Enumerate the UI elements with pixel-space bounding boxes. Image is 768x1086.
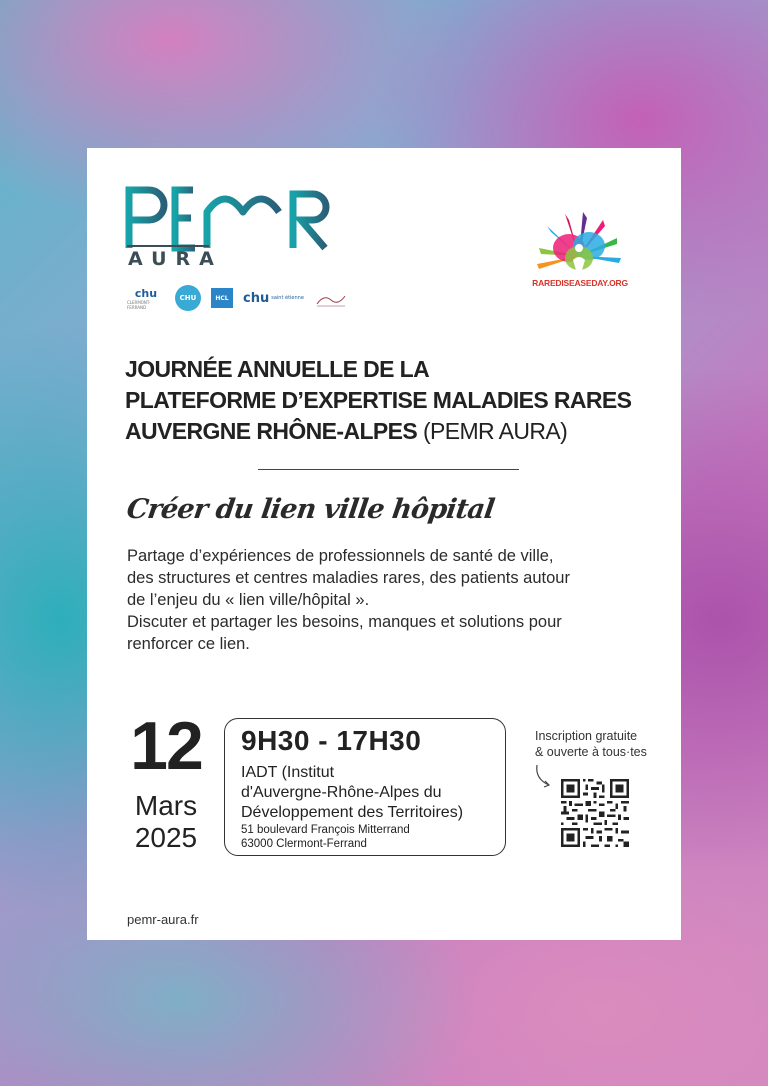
event-address: 51 boulevard François Mitterrand 63000 Clermont-Ferrand — [241, 824, 410, 850]
headline-divider — [258, 469, 519, 470]
headline-line-3: AUVERGNE RHÔNE-ALPES (PEMR AURA) — [125, 418, 568, 444]
registration-note: Inscription gratuite & ouverte à tous·tes — [535, 729, 647, 759]
logo-rule — [127, 245, 209, 247]
logo-subtitle: AURA — [128, 248, 223, 270]
event-description: Partage d’expériences de professionnels de santé de ville, des structures et centres maladies rares, des patients autour de l’enjeu du « lien ville/hôpital ». Discuter et partager les besoins, manques et solutions pour renforcer ce lien. — [127, 547, 570, 653]
event-poster-card — [87, 148, 681, 940]
event-time: 9H30 - 17H30 — [241, 725, 422, 756]
website-link[interactable]: pemr-aura.fr — [127, 912, 199, 927]
event-year: 2025 — [134, 822, 198, 853]
event-headline — [125, 354, 665, 447]
event-venue: IADT (Institut d'Auvergne-Rhône-Alpes du Développement des Territoires) — [241, 764, 464, 821]
hand-logo — [314, 288, 350, 308]
event-day: 12 — [130, 708, 202, 784]
chu-clermont-logo: chu CLERMONT-FERRAND — [127, 287, 158, 310]
headline-line-2: PLATEFORME D’EXPERTISE MALADIES RARES — [125, 387, 632, 413]
headline-line-1: JOURNÉE ANNUELLE DE LA — [125, 356, 430, 382]
rare-disease-day-logo — [531, 206, 627, 286]
event-tagline: Créer du lien ville hôpital — [124, 494, 496, 525]
chu-saint-etienne-logo: chu saint étienne — [243, 290, 304, 306]
curved-arrow-icon — [533, 763, 555, 791]
hcl-logo: HCL — [211, 288, 233, 308]
rare-disease-day-url: RAREDISEASEDAY.ORG — [532, 278, 628, 288]
registration-qr-code[interactable] — [561, 779, 629, 847]
partner-logos — [127, 285, 350, 311]
pemr-logo — [125, 182, 340, 252]
event-info-box — [224, 718, 506, 856]
chu-grenoble-logo: CHU — [175, 285, 201, 311]
event-month: Mars — [134, 790, 198, 821]
